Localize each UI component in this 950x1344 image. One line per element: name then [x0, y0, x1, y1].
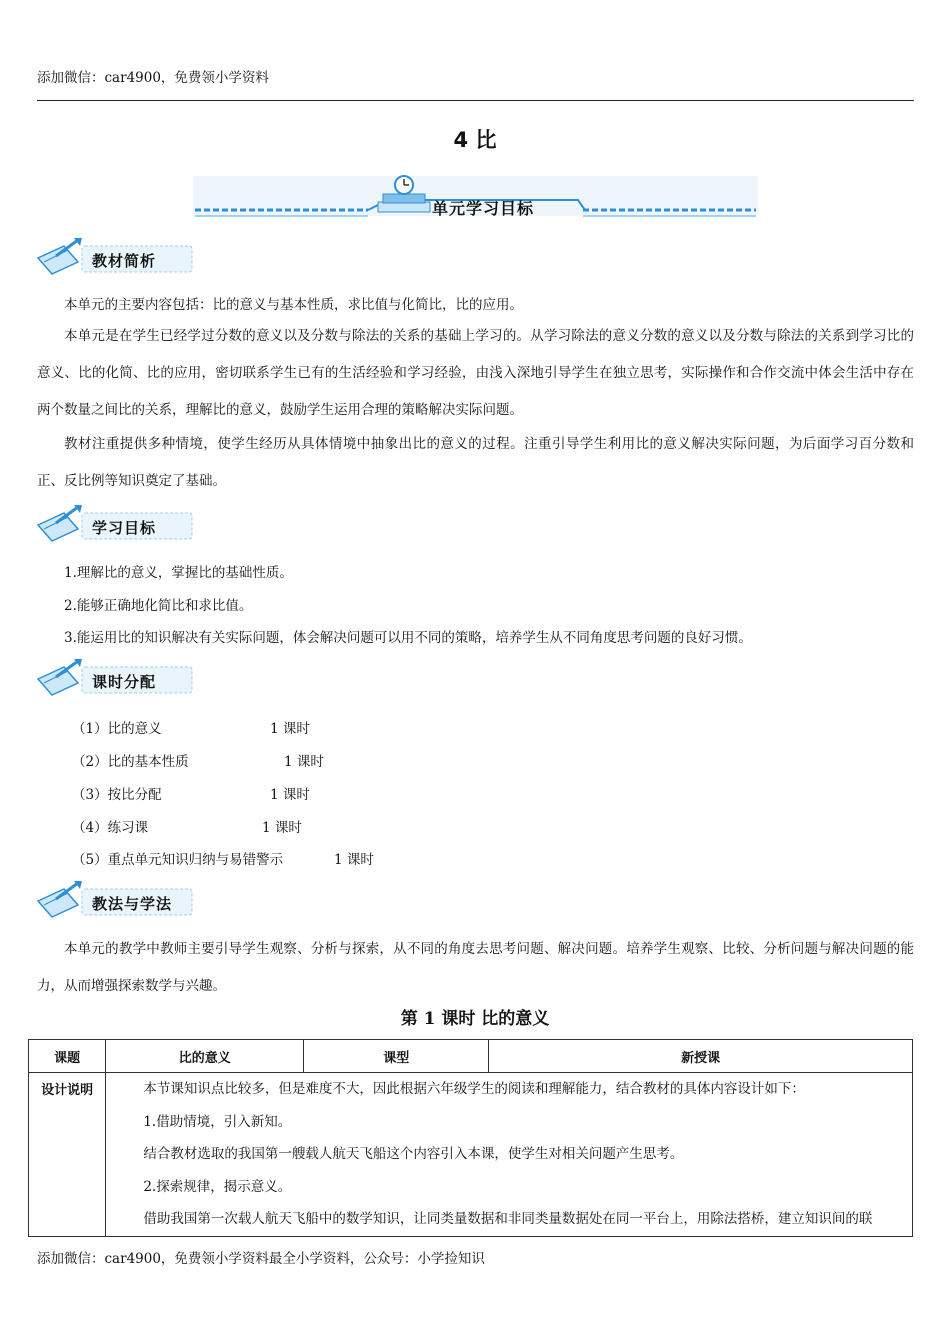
- section-heading-goals: [34, 503, 194, 547]
- methods-paragraph: 本单元的教学中教师主要引导学生观察、分析与探索，从不同的角度去思考问题、解决问题。培养学生观察、比较、分析问题与解决问题的能力，从而增强探索数学与兴趣。: [37, 941, 914, 994]
- design-line: 本节课知识点比较多，但是难度不大，因此根据六年级学生的阅读和理解能力，结合教材的具体内容设计如下：: [143, 1081, 805, 1097]
- section-heading-schedule: [34, 657, 194, 701]
- section-heading-label: 学习目标: [92, 519, 157, 537]
- section-heading-methods: [34, 879, 194, 923]
- schedule-item: [72, 750, 324, 770]
- lesson-title: 第 1 课时 比的意义: [400, 1009, 550, 1029]
- materials-paragraph-3: 教材注重提供多种情境，使学生经历从具体情境中抽象出比的意义的过程。注重引导学生利用比的意义解决实际问题，为后面学习百分数和正、反比例等知识奠定了基础。: [37, 436, 914, 489]
- schedule-item-name: （1）比的意义: [72, 721, 162, 737]
- design-line: 借助我国第一次载人航天飞船中的数学知识，让同类量数据和非同类量数据处在同一平台上，用除法搭桥，建立知识间的联: [143, 1211, 873, 1227]
- topic-label-cell: 课题: [29, 1040, 106, 1073]
- goal-item: 2.能够正确地化简比和求比值。: [64, 598, 253, 614]
- materials-paragraph-1: 本单元的主要内容包括：比的意义与基本性质，求比值与化简比，比的应用。: [64, 297, 523, 313]
- design-line: 1.借助情境，引入新知。: [143, 1113, 292, 1130]
- page-footer-text: 添加微信：car4900，免费领小学资料最全小学资料，公众号：小学捡知识: [37, 1251, 485, 1267]
- table-row: [29, 1040, 913, 1073]
- schedule-item-hours: 1 课时: [270, 787, 310, 803]
- type-value-cell: 新授课: [489, 1040, 913, 1073]
- schedule-item: [72, 783, 310, 803]
- schedule-item-name: （2）比的基本性质: [72, 754, 189, 770]
- section-heading-label: 教材简析: [92, 252, 157, 270]
- schedule-item-name: （3）按比分配: [72, 787, 162, 803]
- design-label-cell: 设计说明: [29, 1073, 106, 1237]
- page-title: 4 比: [453, 128, 497, 152]
- design-content-cell: [106, 1073, 913, 1237]
- schedule-item: [72, 848, 374, 868]
- page-header-text: 添加微信：car4900，免费领小学资料: [37, 70, 269, 86]
- schedule-item: [72, 717, 310, 737]
- goal-item: 3.能运用比的知识解决有关实际问题，体会解决问题可以用不同的策略，培养学生从不同角度思考问题的良好习惯。: [64, 630, 752, 646]
- section-heading-label: 教法与学法: [92, 895, 173, 913]
- goal-item: 1.理解比的意义，掌握比的基础性质。: [64, 565, 293, 581]
- design-line: 结合教材选取的我国第一艘载人航天飞船这个内容引入本课，使学生对相关问题产生思考。: [143, 1146, 684, 1162]
- schedule-item: [72, 816, 302, 836]
- schedule-item-name: （4）练习课: [72, 820, 149, 836]
- topic-value-cell: 比的意义: [106, 1040, 304, 1073]
- schedule-item-hours: 1 课时: [270, 721, 310, 737]
- banner-label: 单元学习目标: [432, 199, 535, 218]
- lesson-info-table: [28, 1039, 913, 1237]
- type-label-cell: 课型: [304, 1040, 489, 1073]
- design-line: 2.探索规律，揭示意义。: [143, 1178, 292, 1195]
- materials-paragraph-2: 本单元是在学生已经学过分数的意义以及分数与除法的关系的基础上学习的。从学习除法的意义分数的意义以及分数与除法的关系到学习比的意义、比的化简、比的应用，密切联系学生已有的生活经验和学习经验，由浅入深地引导学生在独立思考，实际操作和合作交流中体会生活中存在两个数量之间比的关系，理解比的意义，鼓励学生运用合理的策略解决实际问题。: [37, 328, 914, 418]
- table-row: [29, 1073, 913, 1237]
- section-heading-materials: [34, 236, 194, 280]
- schedule-item-hours: 1 课时: [262, 820, 302, 836]
- schedule-item-hours: 1 课时: [284, 754, 324, 770]
- schedule-item-name: （5）重点单元知识归纳与易错警示: [72, 852, 284, 868]
- section-heading-label: 课时分配: [92, 673, 157, 691]
- schedule-item-hours: 1 课时: [334, 852, 374, 868]
- header-divider: [37, 100, 914, 101]
